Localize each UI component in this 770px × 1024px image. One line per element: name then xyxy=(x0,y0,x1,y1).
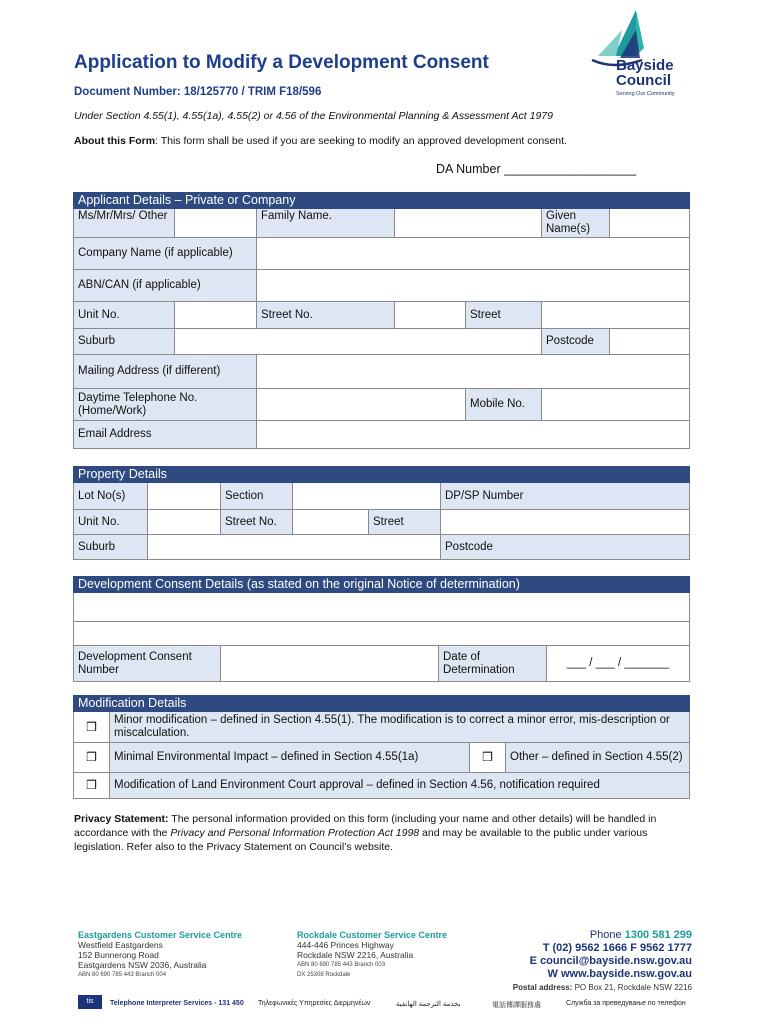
daytime-phone-label: Daytime Telephone No. (Home/Work) xyxy=(74,389,257,421)
street-label: Street xyxy=(466,302,542,329)
interpreter-english: Telephone Interpreter Services - 131 450 xyxy=(110,1000,244,1007)
street-no-input[interactable] xyxy=(395,302,466,329)
mailing-address-label: Mailing Address (if different) xyxy=(74,355,257,389)
consent-number-label: Development Consent Number xyxy=(74,646,221,682)
determination-date-label: Date of Determination xyxy=(439,646,547,682)
property-suburb-input[interactable] xyxy=(148,535,441,560)
minimal-impact-label: Minimal Environmental Impact – defined in Section 4.55(1a) xyxy=(110,743,470,773)
property-street-input[interactable] xyxy=(441,510,690,535)
privacy-text-1: The personal information provided on this form (including your name and other details) will be handled in accordance with the xyxy=(74,813,657,839)
section-heading-consent: Development Consent Details (as stated on the original Notice of determination) xyxy=(74,577,690,593)
property-suburb-label: Suburb xyxy=(74,535,148,560)
eastgardens-abn: ABN 80 690 785 443 Branch 004 xyxy=(78,972,167,978)
section-heading-property: Property Details xyxy=(74,467,690,483)
interpreter-arabic: بخدمة الترجمة الهاتفية xyxy=(396,1001,461,1008)
f-number: 9562 1777 xyxy=(640,942,692,954)
court-approval-checkbox[interactable]: ❒ xyxy=(74,773,110,799)
dpsp-label: DP/SP Number xyxy=(441,483,690,510)
form-title: Application to Modify a Development Consent xyxy=(74,52,489,73)
privacy-text-2: and may be available to the public under various legislation. Refer also to the Privacy Statement on Council’s website. xyxy=(74,827,648,853)
website-link[interactable]: www.bayside.nsw.gov.au xyxy=(560,968,692,980)
consent-details-table xyxy=(73,576,690,682)
section-label: Section xyxy=(221,483,293,510)
eastgardens-line1: Westfield Eastgardens xyxy=(78,940,163,950)
logo-tagline: Serving Our Community xyxy=(616,91,675,97)
email-link[interactable]: council@bayside.nsw.gov.au xyxy=(540,955,692,967)
mobile-label: Mobile No. xyxy=(466,389,542,421)
postal-address: PO Box 21, Rockdale NSW 2216 xyxy=(572,983,692,992)
minimal-impact-checkbox[interactable]: ❒ xyxy=(74,743,110,773)
suburb-label: Suburb xyxy=(74,329,175,355)
eastgardens-centre xyxy=(78,930,242,980)
title-input[interactable] xyxy=(175,209,257,238)
modification-details-table xyxy=(73,695,690,799)
phone-label: Phone xyxy=(589,929,622,941)
consent-number-input[interactable] xyxy=(221,646,439,682)
other-checkbox[interactable]: ❒ xyxy=(470,743,506,773)
rockdale-title: Rockdale Customer Service Centre xyxy=(297,930,448,940)
lot-input[interactable] xyxy=(148,483,221,510)
suburb-input[interactable] xyxy=(175,329,542,355)
rockdale-dx: DX 25308 Rockdale xyxy=(297,972,351,978)
section-heading-modification: Modification Details xyxy=(74,696,690,712)
rockdale-line1: 444-446 Princes Highway xyxy=(297,940,394,950)
company-name-label: Company Name (if applicable) xyxy=(74,238,257,270)
postal-label: Postal address: xyxy=(512,983,573,992)
about-text: : This form shall be used if you are seeking to modify an approved development consent. xyxy=(155,135,567,147)
unit-no-label: Unit No. xyxy=(74,302,175,329)
consent-line-2[interactable] xyxy=(74,622,690,646)
interpreter-icon: tis xyxy=(78,995,102,1009)
mobile-input[interactable] xyxy=(542,389,690,421)
property-unit-input[interactable] xyxy=(148,510,221,535)
daytime-phone-input[interactable] xyxy=(257,389,466,421)
interpreter-chinese: 電話傳譯服務處 xyxy=(492,1002,541,1009)
property-street-label: Street xyxy=(369,510,441,535)
minor-modification-label: Minor modification – defined in Section 4.55(1). The modification is to correct a minor error, mis-description or miscalculation. xyxy=(110,712,690,743)
legislation-line: Under Section 4.55(1), 4.55(1a), 4.55(2) or 4.56 of the Environmental Planning & Assessment Act 1979 xyxy=(74,110,553,122)
unit-no-input[interactable] xyxy=(175,302,257,329)
family-name-input[interactable] xyxy=(395,209,542,238)
rockdale-line2: Rockdale NSW 2216, Australia xyxy=(297,950,414,960)
title-label: Ms/Mr/Mrs/ Other xyxy=(74,209,175,238)
eastgardens-line3: Eastgardens NSW 2036, Australia xyxy=(78,960,207,970)
f-label: F xyxy=(630,942,637,954)
lot-label: Lot No(s) xyxy=(74,483,148,510)
privacy-statement xyxy=(74,812,694,854)
da-number-field[interactable]: DA Number ___________________ xyxy=(436,162,637,176)
email-input[interactable] xyxy=(257,421,690,449)
e-label: E xyxy=(529,955,537,967)
contact-block xyxy=(513,929,692,994)
postcode-label: Postcode xyxy=(542,329,610,355)
property-street-no-input[interactable] xyxy=(293,510,369,535)
property-unit-label: Unit No. xyxy=(74,510,148,535)
privacy-label: Privacy Statement: xyxy=(74,813,169,825)
minor-modification-checkbox[interactable]: ❒ xyxy=(74,712,110,743)
rockdale-abn: ABN 80 690 785 443 Branch 003 xyxy=(297,962,386,968)
property-details-table xyxy=(73,466,690,560)
eastgardens-line2: 152 Bunnerong Road xyxy=(78,950,159,960)
t-label: T xyxy=(542,942,550,954)
email-label: Email Address xyxy=(74,421,257,449)
interpreter-macedonian: Служба за преведување по телефон xyxy=(566,1000,686,1007)
street-input[interactable] xyxy=(542,302,690,329)
logo-text-council: Council xyxy=(616,72,671,89)
applicant-details-table xyxy=(73,192,690,449)
determination-date-input[interactable]: ___ / ___ / _______ xyxy=(547,646,690,682)
abn-label: ABN/CAN (if applicable) xyxy=(74,270,257,302)
phone-number[interactable]: 1300 581 299 xyxy=(624,929,692,941)
street-no-label: Street No. xyxy=(257,302,395,329)
consent-line-1[interactable] xyxy=(74,593,690,622)
mailing-address-input[interactable] xyxy=(257,355,690,389)
given-name-label: Given Name(s) xyxy=(542,209,610,238)
interpreter-greek: Τηλεφωνικές Υπηρεσίες Διερμηνέων xyxy=(258,1000,371,1007)
given-name-input[interactable] xyxy=(610,209,690,238)
family-name-label: Family Name. xyxy=(257,209,395,238)
section-heading-applicant: Applicant Details – Private or Company xyxy=(74,193,690,209)
court-approval-label: Modification of Land Environment Court approval – defined in Section 4.56, notification required xyxy=(110,773,690,799)
privacy-act: Privacy and Personal Information Protection Act 1998 xyxy=(170,827,420,839)
document-number: Document Number: 18/125770 / TRIM F18/596 xyxy=(74,86,322,98)
w-label: W xyxy=(547,968,558,980)
eastgardens-title: Eastgardens Customer Service Centre xyxy=(78,930,243,940)
property-street-no-label: Street No. xyxy=(221,510,293,535)
company-name-input[interactable] xyxy=(257,238,690,270)
about-label: About this Form xyxy=(74,135,156,147)
t-number[interactable]: (02) 9562 1666 xyxy=(552,942,628,954)
rockdale-centre xyxy=(297,930,447,980)
about-form xyxy=(74,135,567,147)
logo-text-bayside: Bayside xyxy=(616,57,674,74)
section-input[interactable] xyxy=(293,483,441,510)
property-postcode-label: Postcode xyxy=(441,535,690,560)
postcode-input[interactable] xyxy=(610,329,690,355)
other-label: Other – defined in Section 4.55(2) xyxy=(506,743,690,773)
abn-input[interactable] xyxy=(257,270,690,302)
